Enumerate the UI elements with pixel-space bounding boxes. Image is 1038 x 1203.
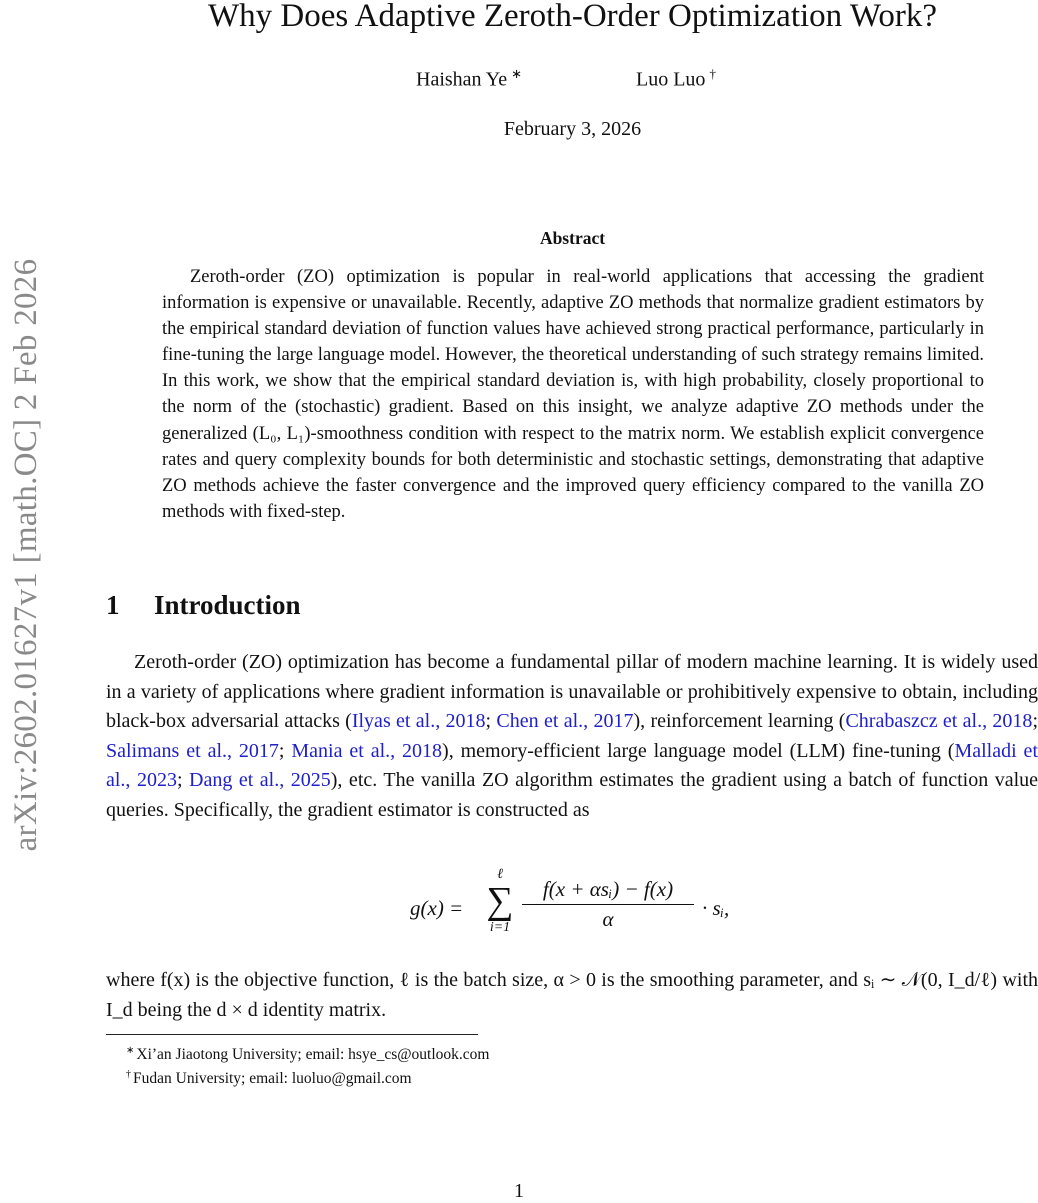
citation-link[interactable]: Chen et al., 2017: [496, 710, 634, 732]
citation-link[interactable]: Mania et al., 2018: [291, 739, 443, 762]
author-footnote-mark: †: [709, 66, 716, 81]
citation-link[interactable]: Malladi et al., 2023: [106, 739, 1038, 791]
sum-symbol: ∑: [486, 880, 514, 922]
sum-lower-limit: i=1: [489, 920, 511, 935]
intro-text: ), etc. The vanilla ZO algorithm estimates the gradient using a batch of function value queries. Specifically, the gradient estimator is constructed as: [106, 769, 1038, 821]
footnote-text: Fudan University; email: luoluo@gmail.com: [133, 1070, 412, 1088]
intro-text: ;: [485, 710, 497, 732]
footnote-affiliation-1: [126, 1041, 489, 1065]
intro-text: ), reinforcement learning (: [633, 710, 846, 732]
arxiv-identifier-stamp: arXiv:2602.01627v1 [math.OC] 2 Feb 2026: [8, 258, 44, 852]
citation-link[interactable]: Salimans et al., 2017: [106, 739, 279, 762]
intro-text: ), memory-efficient large language model (LLM) fine-tuning (: [442, 739, 955, 762]
author-name: Haishan Ye: [416, 68, 508, 91]
author-name: Luo Luo: [636, 68, 706, 91]
section-heading-introduction: [106, 590, 301, 621]
citation-link[interactable]: Chrabaszcz et al., 2018: [845, 710, 1033, 732]
author-list: [0, 66, 1038, 96]
footnote-mark: ∗: [126, 1045, 135, 1056]
author-haishan-ye: [416, 66, 522, 92]
intro-paragraph: [106, 648, 1038, 825]
equation-tail: · sᵢ,: [702, 896, 730, 920]
gradient-estimator-equation: [0, 868, 1038, 948]
citation-link[interactable]: Ilyas et al., 2018: [351, 710, 486, 732]
equation-explanation: where f(x) is the objective function, ℓ is the batch size, α > 0 is the smoothing parameter, and sᵢ ∼ 𝒩(0, I_d/ℓ) with I_d being the d × d identity matrix.: [106, 969, 1038, 1021]
sum-upper-limit: ℓ: [497, 867, 503, 882]
footnote-text: Xi’an Jiaotong University; email: hsye_cs@outlook.com: [136, 1046, 490, 1064]
footnote-mark: †: [126, 1069, 131, 1080]
intro-text: ;: [1032, 710, 1038, 732]
citation-link[interactable]: Dang et al., 2025: [189, 769, 331, 791]
footnote-affiliation-2: [126, 1065, 412, 1089]
fraction-denominator: α: [602, 907, 614, 931]
abstract-text: Zeroth-order (ZO) optimization is popular in real-world applications that accessing the gradient information is expensive or unavailable. Recently, adaptive ZO methods that normalize gradient estimators by the empirical standard deviation of function values have achieved strong practical performance, particularly in fine-tuning the large language model. However, the theoretical understanding of such strategy remains limited. In this work, we show that the empirical standard deviation is, with high probability, closely proportional to the norm of the (stochastic) gradient. Based on this insight, we analyze adaptive ZO methods under the generalized (L₀, L₁)-smoothness condition with respect to the matrix norm. We establish explicit convergence rates and query complexity bounds for both deterministic and stochastic settings, demonstrating that adaptive ZO methods achieve the faster convergence and the improved query efficiency compared to the vanilla ZO methods with fixed-step.: [162, 267, 984, 522]
equation-lhs: g(x) =: [410, 896, 464, 920]
footnote-divider: [106, 1034, 478, 1035]
abstract-heading: Abstract: [539, 228, 606, 248]
fraction: [522, 876, 694, 933]
intro-text: Zeroth-order (ZO) optimization has become a fundamental pillar of modern machine learning. It is widely used in a variety of applications where gradient information is unavailable or prohibitively expensive to obtain, including black-box adversarial attacks (: [106, 651, 1038, 732]
fraction-numerator: f(x + αsᵢ) − f(x): [522, 876, 694, 905]
summation: [482, 868, 518, 936]
page-number: 1: [514, 1180, 524, 1202]
paper-title: Why Does Adaptive Zeroth-Order Optimization Work?: [208, 0, 937, 34]
publication-date: February 3, 2026: [503, 118, 642, 140]
author-footnote-mark: ∗: [511, 66, 523, 81]
author-luo-luo: [636, 66, 716, 92]
intro-text: ;: [278, 739, 292, 762]
section-number: 1: [106, 590, 120, 620]
section-title: Introduction: [154, 590, 301, 620]
intro-text: ;: [176, 769, 190, 791]
